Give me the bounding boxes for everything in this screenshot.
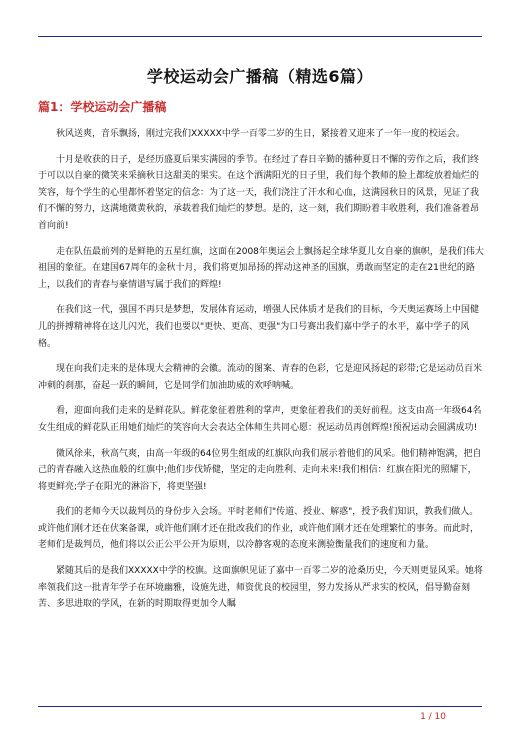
page-number: 1 / 10 — [420, 712, 446, 722]
paragraph: 走在队伍最前列的是鲜艳的五星红旗，这面在2008年奥运会上飘扬起全球华夏儿女自豪的旗帜，是我们伟大祖国的象征。在建国67周年的金秋十月，我们将更加昂扬的挥动这神圣的国旗，勇敢而坚定的走在21世纪的路上，以我们的青春与豪情谱写属于我们的辉煌! — [38, 246, 484, 290]
paragraph: 秋风送爽，音乐飘扬，刚过完我们XXXXX中学一百零二岁的生日，紧接着又迎来了一年一度的校运会。 — [56, 129, 465, 139]
page-title: 学校运动会广播稿（精选6篇） — [146, 67, 374, 86]
paragraph: 在我们这一代，强国不再只是梦想，发展体育运动，增强人民体质才是我们的目标，今天奥运赛场上中国健儿的拼搏精神将在这儿闪光，我们也要以"更快、更高、更强"为口号赛出我们嘉中学子的水平，嘉中学子的风格。 — [38, 305, 480, 349]
paragraph: 紧随其后的是我们XXXXX中学的校旗。这面旗帜见证了嘉中一百零二岁的沧桑历史，今天则更显风采。她将率领我们这一批青年学子在环境幽雅，设施先进，师资优良的校园里，努力发扬从严求实的校风，倡导勤奋刻苦、多思进取的学风，在新的时期取得更加令人瞩 — [38, 566, 483, 610]
section-heading: 篇1：学校运动会广播稿 — [38, 100, 167, 114]
document-body — [38, 126, 484, 622]
footer-rule — [38, 706, 482, 707]
paragraph: 十月是收获的日子，是经历盛夏后果实满园的季节。在经过了春日辛勤的播种夏日不懈的劳作之后，我们终于可以以自豪的微笑来采摘秋日这甜美的果实。在这个洒满阳光的日子里，我们每个教师的脸上都绽放着灿烂的笑容，每个学生的心里都怀着坚定的信念：为了这一天，我们浇注了汗水和心血，这满园秋日的风景，见证了我们不懈的努力，这满地微黄秋韵，承载着我们灿烂的梦想。是的，这一刻，我们期盼着丰收胜利，我们准备着昂首向前! — [38, 154, 480, 231]
header-rule — [38, 36, 482, 37]
paragraph: 微风徐来，秋高气爽，由高一年级的64位男生组成的红旗队向我们展示着他们的风采。他们精神饱满，把自己的青春融入这热血般的红旗中;他们步伐矫健，坚定的走向胜利、走向未来!我们相信：红旗在阳光的照耀下，将更鲜亮;学子在阳光的淋浴下，将更坚强! — [38, 448, 482, 492]
paragraph: 现在向我们走来的是体现大会精神的会徽。流动的图案、青春的色彩，它是迎风扬起的彩带;它是运动员百米冲刺的刹那，奋起一跃的瞬间，它是同学们加油助威的欢呼呐喊。 — [38, 364, 483, 391]
paragraph: 我们的老师今天以裁判员的身份步入会场。平时老师们"传道、授业、解惑"，授予我们知识，教我们做人。或许他们刚才还在伏案备课，或许他们刚才还在批改我们的作业，或许他们刚才还在处理繁忙的事务。而此时，老师们是裁判员，他们将以公正公平公开为原则，以冷静客观的态度来测验衡量我们的速度和力量。 — [38, 507, 480, 551]
paragraph: 看，迎面向我们走来的是鲜花队。鲜花象征着胜利的掌声，更象征着我们的美好前程。这支由高一年级64名女生组成的鲜花队正用她们灿烂的笑容向大会表达全体师生共同心愿：祝运动员再创辉煌!预祝运动会圆满成功! — [38, 406, 482, 433]
